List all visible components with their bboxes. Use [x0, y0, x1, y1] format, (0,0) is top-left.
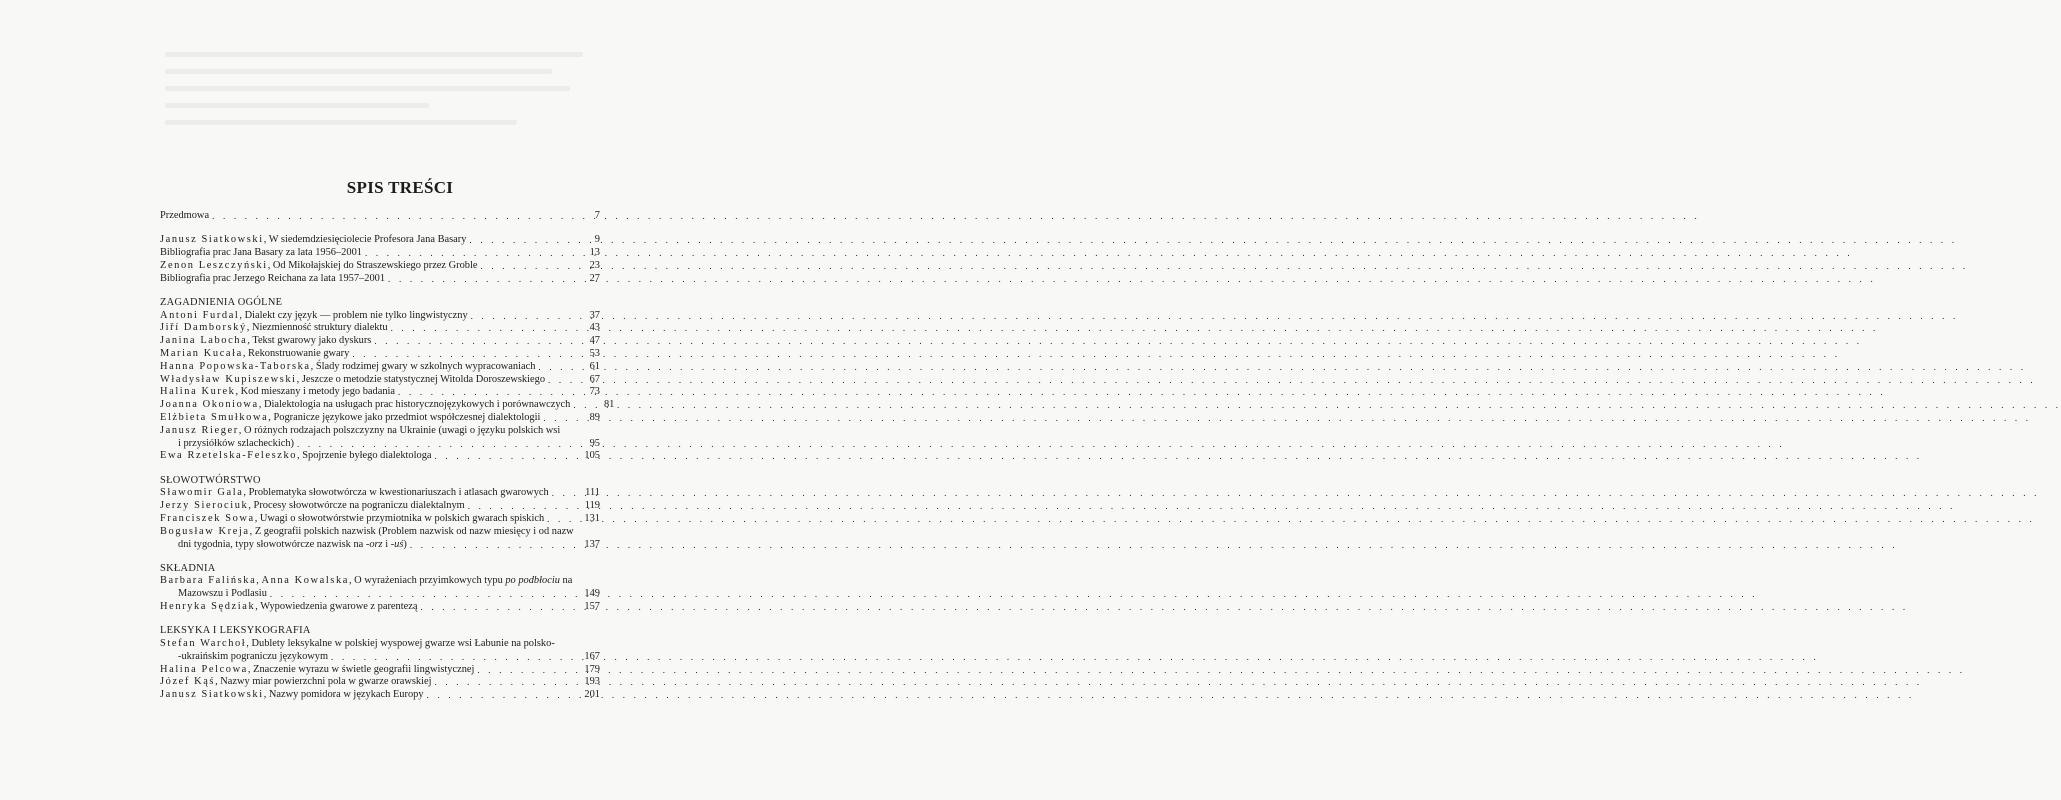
entry-author: Janusz Siatkowski: [160, 689, 264, 701]
toc-entry-multiline: [160, 638, 600, 664]
entry-title: , Rekonstruowanie gwary: [242, 347, 350, 359]
entry-page: 201: [584, 689, 600, 701]
leader-dots: [427, 689, 569, 702]
entry-title-continued: -ukraińskim pograniczu językowym: [178, 650, 329, 662]
entry-author: Władysław Kupiszewski: [160, 373, 297, 385]
leader-dots: [434, 676, 569, 689]
entry-page: 111: [585, 487, 600, 499]
entry-title: , Dublety leksykalne w polskiej wyspowej gwarze wsi Łabunie na polsko-: [246, 638, 555, 650]
entry-page: 157: [584, 601, 600, 613]
leader-dots: [573, 399, 583, 412]
author-separator: ,: [256, 575, 262, 587]
entry-title: , Nazwy pomidora w językach Europy: [263, 689, 424, 701]
entry-page: 13: [589, 246, 600, 258]
spacer: [160, 463, 600, 474]
entry-author: Henryka Sędziak: [160, 601, 256, 613]
entry-title: , Tekst gwarowy jako dyskurs: [247, 335, 372, 347]
entry-author: Hanna Popowska-Taborska: [160, 360, 311, 372]
toc-entry: [160, 260, 600, 273]
entry-page: 27: [589, 272, 600, 284]
toc-entry-preface: [160, 210, 600, 223]
entry-page: 167: [584, 650, 600, 662]
entry-page: 179: [584, 663, 600, 675]
entry-title: , Spojrzenie byłego dialektologa: [297, 450, 432, 462]
leader-dots: [477, 664, 569, 677]
entry-page: 53: [589, 347, 600, 359]
entry-page: 95: [589, 437, 600, 449]
leader-dots: [410, 539, 569, 552]
entry-page: 7: [594, 210, 600, 221]
entry-title-continued: i przysiółków szlacheckich): [178, 437, 294, 449]
page: [0, 0, 800, 800]
entry-page: 9: [594, 234, 600, 246]
leader-dots: [391, 322, 569, 335]
table-of-contents: [160, 210, 615, 702]
entry-page: 131: [584, 512, 600, 524]
leader-dots: [331, 651, 569, 664]
spacer: [160, 551, 600, 562]
entry-title-continued: Mazowszu i Podlasiu: [178, 588, 267, 600]
leader-dots: [469, 234, 569, 247]
leader-dots: [212, 210, 569, 223]
entry-page: 193: [584, 676, 600, 688]
entry-title: Bibliografia prac Jerzego Reichana za lata 1957–2001: [160, 272, 386, 284]
entry-page: 73: [589, 386, 600, 398]
entry-author: Bogusław Kreja: [160, 525, 250, 537]
entry-page: 67: [589, 373, 600, 385]
toc-entry: [160, 247, 600, 260]
section-heading: ZAGADNIENIA OGÓLNE: [160, 296, 283, 308]
entry-author: Elżbieta Smułkowa: [160, 411, 269, 423]
page-title: SPIS TREŚCI: [346, 178, 454, 197]
entry-page: 105: [584, 450, 600, 462]
entry-author: Franciszek Sowa: [160, 512, 255, 524]
entry-page: 23: [589, 259, 600, 271]
suffix-orz: -orz: [365, 538, 383, 550]
entry-author: Barbara Falińska: [160, 575, 257, 587]
leader-dots: [388, 273, 569, 286]
entry-title: , Uwagi o słowotwórstwie przymiotnika w polskich gwarach spiskich: [254, 512, 545, 524]
section-heading: SKŁADNIA: [160, 562, 216, 574]
entry-title: , Z geografii polskich nazwisk (Problem nazwisk od nazw miesięcy i od nazw: [249, 525, 574, 537]
entry-title-italic: po podbłociu: [505, 575, 560, 587]
leader-dots: [543, 412, 569, 425]
toc-entry: [160, 234, 600, 247]
entry-author: Marian Kucała: [160, 347, 243, 359]
entry-title: , Dialektologia na usługach prac historycznojęzykowych i porównawczych: [258, 399, 571, 411]
entry-author: Janusz Siatkowski: [160, 234, 264, 246]
leader-dots: [374, 335, 569, 348]
leader-dots: [480, 260, 569, 273]
entry-title-end: na: [559, 575, 573, 587]
entry-page: 137: [584, 538, 600, 550]
section-heading: LEKSYKA I LEKSYKOGRAFIA: [160, 625, 311, 637]
entry-title: , O wyrażeniach przyimkowych typu: [348, 575, 506, 587]
leader-dots: [468, 500, 569, 513]
entry-title: , Jeszcze o metodzie statystycznej Witolda Doroszewskiego: [296, 373, 546, 385]
entry-page: 149: [584, 588, 600, 600]
entry-title: , Ślady rodzimej gwary w szkolnych wypracowaniach: [310, 360, 536, 372]
leader-dots: [552, 487, 569, 500]
entry-author: Jerzy Sierociuk: [160, 500, 249, 512]
entry-title: , Niezmienność struktury dialektu: [246, 322, 388, 334]
entry-title: , W siedemdziesięciolecie Profesora Jana Basary: [263, 234, 467, 246]
entry-author: Józef Kąś: [160, 676, 216, 688]
entry-title-continued: dni tygodnia, typy słowotwórcze nazwisk na: [178, 538, 366, 550]
entry-page: 119: [584, 500, 600, 512]
leader-dots: [270, 588, 569, 601]
entry-page: 61: [589, 360, 600, 372]
toc-entry-multiline: [160, 575, 600, 601]
leader-dots: [471, 310, 569, 323]
toc-entry: [160, 273, 600, 286]
entry-page: 43: [589, 322, 600, 334]
bleed-through-text: [165, 40, 605, 150]
entry-title: , Procesy słowotwórcze na pograniczu dialektalnym: [248, 500, 465, 512]
entry-title: , O różnych rodzajach polszczyzny na Ukrainie (uwagi o języku polskich wsi: [238, 424, 561, 436]
entry-title: Bibliografia prac Jana Basary za lata 1956–2001: [160, 246, 362, 258]
closing-paren: ): [403, 538, 407, 550]
leader-dots: [398, 386, 569, 399]
leader-dots: [538, 361, 569, 374]
entry-title: , Od Mikołajskiej do Straszewskiego przez Groble: [267, 259, 478, 271]
entry-author: Jiří Damborský: [160, 322, 247, 334]
conjunction: i: [382, 538, 391, 550]
entry-title: Przedmowa: [160, 210, 210, 221]
entry-author: Janusz Rieger: [160, 424, 239, 436]
entry-page: 37: [589, 309, 600, 321]
leader-dots: [420, 601, 569, 614]
entry-title: , Nazwy miar powierzchni pola w gwarze orawskiej: [215, 676, 432, 688]
entry-page: 89: [589, 411, 600, 423]
entry-title: , Pogranicze językowe jako przedmiot współczesnej dialektologii: [268, 411, 541, 423]
entry-title: , Problematyka słowotwórcza w kwestionariuszach i atlasach gwarowych: [243, 487, 549, 499]
leader-dots: [365, 247, 569, 260]
entry-author: Zenon Leszczyński: [160, 259, 268, 271]
entry-author: Antoni Furdal: [160, 309, 240, 321]
spacer: [160, 614, 600, 625]
entry-title: , Dialekt czy język — problem nie tylko lingwistyczny: [239, 309, 468, 321]
spacer: [160, 223, 600, 234]
entry-title: , Wypowiedzenia gwarowe z parentezą: [255, 601, 418, 613]
entry-author: Stefan Warchoł: [160, 638, 247, 650]
entry-author: Halina Pelcowa: [160, 663, 248, 675]
entry-author: Joanna Okoniowa: [160, 399, 259, 411]
entry-author: Ewa Rzetelska-Feleszko: [160, 450, 298, 462]
entry-page: 81: [603, 399, 615, 411]
toc-entry-multiline: [160, 526, 600, 552]
toc-entry-multiline: [160, 425, 600, 451]
entry-title: , Znaczenie wyrazu w świetle geografii lingwistycznej: [247, 663, 475, 675]
entry-author: Halina Kurek: [160, 386, 236, 398]
leader-dots: [548, 374, 569, 387]
leader-dots: [547, 513, 569, 526]
entry-author-2: Anna Kowalska: [261, 575, 349, 587]
entry-title: , Kod mieszany i metody jego badania: [235, 386, 396, 398]
spacer: [160, 285, 600, 296]
section-heading: SŁOWOTWÓRSTWO: [160, 474, 261, 486]
entry-page: 47: [589, 335, 600, 347]
leader-dots: [352, 348, 569, 361]
leader-dots: [435, 450, 569, 463]
entry-author: Sławomir Gala: [160, 487, 244, 499]
entry-author: Janina Labocha: [160, 335, 248, 347]
suffix-us: -uś: [390, 538, 404, 550]
leader-dots: [297, 438, 569, 451]
